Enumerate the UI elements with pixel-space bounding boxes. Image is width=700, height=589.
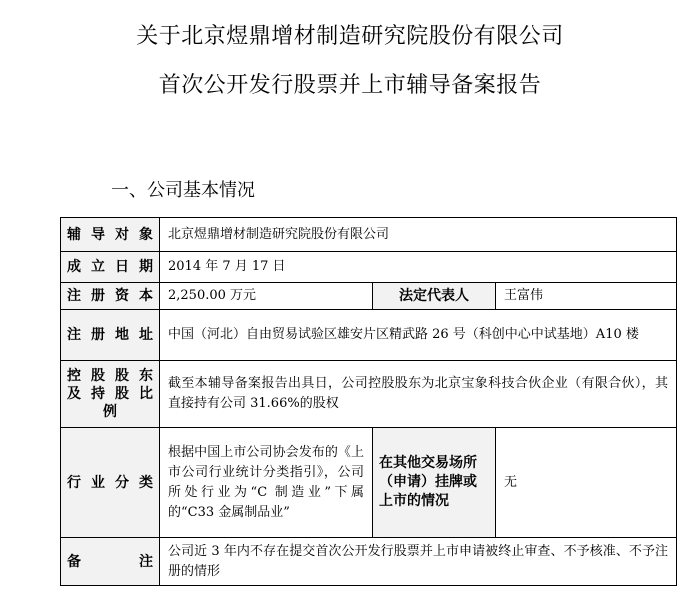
controlling-shareholder-value: 截至本辅导备案报告出具日，公司控股股东为北京宝象科技合伙企业（有限合伙），其直接持有公司 31.66%的股权 <box>160 361 677 428</box>
legal-representative-value: 王富伟 <box>496 283 677 310</box>
other-listing-value: 无 <box>496 428 677 538</box>
table-row <box>61 218 677 252</box>
other-listing-label: 在其他交易场所（申请）挂牌或上市的情况 <box>373 428 496 538</box>
remarks-label: 备注 <box>61 538 160 586</box>
table-row <box>61 310 677 361</box>
industry-label: 行业分类 <box>61 428 160 538</box>
legal-representative-label: 法定代表人 <box>373 283 496 310</box>
industry-value: 根据中国上市公司协会发布的《上市公司行业统计分类指引》，公司所处行业为“C 制造业”下属的“C33 金属制品业” <box>160 428 373 538</box>
tutored-entity-value: 北京煜鼎增材制造研究院股份有限公司 <box>160 218 677 252</box>
section-heading: 一、公司基本情况 <box>111 180 255 201</box>
tutored-entity-label: 辅导对象 <box>61 218 160 252</box>
table-row <box>61 361 677 428</box>
controlling-shareholder-label-line-3: 例 <box>103 404 117 420</box>
table-row <box>61 252 677 283</box>
registered-address-label: 注册地址 <box>61 310 160 361</box>
company-info-table <box>60 217 677 586</box>
registered-capital-label: 注册资本 <box>61 283 160 310</box>
remarks-value: 公司近 3 年内不存在提交首次公开发行股票并上市申请被终止审查、不予核准、不予注册的情形 <box>160 538 677 586</box>
establish-date-label: 成立日期 <box>61 252 160 283</box>
report-title-line-1: 关于北京煜鼎增材制造研究院股份有限公司 <box>136 24 564 49</box>
controlling-shareholder-label-line-2: 及持股比 <box>67 386 153 402</box>
table-row <box>61 428 677 538</box>
registered-capital-value: 2,250.00 万元 <box>160 283 373 310</box>
table-row <box>61 538 677 586</box>
controlling-shareholder-label-line-1: 控股股东 <box>67 368 153 384</box>
table-row <box>61 283 677 310</box>
registered-address-value: 中国（河北）自由贸易试验区雄安片区精武路 26 号（科创中心中试基地）A10 楼 <box>160 310 677 361</box>
report-title-line-2: 首次公开发行股票并上市辅导备案报告 <box>158 73 542 98</box>
controlling-shareholder-label <box>61 361 160 428</box>
establish-date-value: 2014 年 7 月 17 日 <box>160 252 677 283</box>
